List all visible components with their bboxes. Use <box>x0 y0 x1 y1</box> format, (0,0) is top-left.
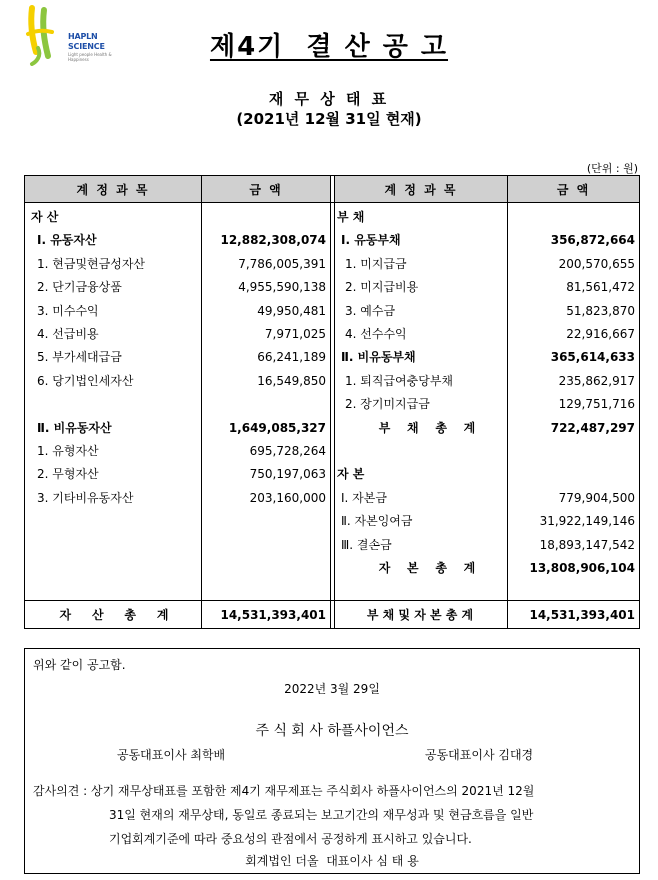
logo-tagline: Light people Health & Happiness <box>68 52 112 62</box>
auditor-signature: 회계법인 더올 대표이사 심 태 용 <box>245 854 419 868</box>
asset-row-value: 750,197,063 <box>249 467 326 482</box>
liability-equity-row-value: 722,487,297 <box>550 420 635 435</box>
audit-opinion-line2: 31일 현재의 재무상태, 동일로 종료되는 보고기간의 재무성과 및 현금흐름을 일반 <box>109 808 534 822</box>
total-liabilities-equity-value: 14,531,393,401 <box>529 608 635 622</box>
liability-equity-row-label: 1. 미지급금 <box>345 256 407 271</box>
liability-equity-row-value: 129,751,716 <box>558 397 635 412</box>
notice-date: 2022년 3월 29일 <box>284 682 380 696</box>
liability-equity-row-label: 자 본 <box>337 467 365 482</box>
liability-equity-row-value: 18,893,147,542 <box>539 537 635 552</box>
liability-equity-row-value: 365,614,633 <box>550 350 635 365</box>
column-divider-1 <box>201 176 202 628</box>
announcement-title-wrap <box>0 26 658 63</box>
notice-box <box>24 648 640 874</box>
liability-equity-row-label: Ⅰ. 유동부채 <box>341 233 401 248</box>
asset-row-value: 203,160,000 <box>249 490 326 505</box>
liability-equity-row-value <box>511 206 635 228</box>
liability-equity-row-label: Ⅲ. 결손금 <box>341 537 392 552</box>
column-divider-2a <box>330 176 331 628</box>
liability-equity-row-label: 3. 예수금 <box>345 303 396 318</box>
company-name: 주 식 회 사 하플사이언스 <box>255 723 409 739</box>
asset-row-value: 66,241,189 <box>257 350 326 365</box>
asset-row-value: 695,728,264 <box>249 444 326 458</box>
liability-equity-row-label: 4. 선수수익 <box>345 327 407 341</box>
liability-equity-row-label: 부 채 총 계 <box>378 420 476 435</box>
audit-opinion-line1: 감사의견 : 상기 재무상태표를 포함한 제4기 재무제표는 주식회사 하플사이언스의 2021년 12월 <box>33 784 535 798</box>
liability-equity-row-value: 13,808,906,104 <box>529 561 635 575</box>
header-amount-left: 금 액 <box>202 176 330 202</box>
liability-equity-row-label: 부 채 <box>337 210 365 224</box>
asset-row-label: 자 산 <box>31 210 59 224</box>
asset-row-label: 2. 무형자산 <box>37 467 99 482</box>
asset-row-value: 7,786,005,391 <box>238 256 326 271</box>
notice-intro: 위와 같이 공고함. <box>33 658 126 672</box>
liability-equity-row-label: Ⅱ. 자본잉여금 <box>341 514 413 529</box>
header-amount-right: 금 액 <box>508 176 639 202</box>
asset-row-value <box>205 393 326 415</box>
asset-row-value: 16,549,850 <box>257 373 326 388</box>
asset-row-label: 1. 현금및현금성자산 <box>37 256 146 271</box>
liability-equity-row-value: 81,561,472 <box>566 280 635 295</box>
liability-equity-row-value <box>511 440 635 462</box>
liability-equity-row-label: 자 본 총 계 <box>378 561 476 575</box>
asset-row-label: 2. 단기금융상품 <box>37 280 122 295</box>
total-assets-label: 자 산 총 계 <box>59 608 169 622</box>
ceo-2: 공동대표이사 김대경 <box>425 748 534 762</box>
asset-row-value: 7,971,025 <box>264 327 326 341</box>
liability-equity-row-value: 779,904,500 <box>558 490 635 505</box>
asset-row-value: 1,649,085,327 <box>228 420 326 435</box>
liability-equity-row-value: 51,823,870 <box>566 303 635 318</box>
asset-row-label: 1. 유형자산 <box>37 444 99 458</box>
announcement-title: 제4기 결 산 공 고 <box>209 32 449 62</box>
liability-equity-row-value: 22,916,667 <box>566 327 635 341</box>
liability-equity-row-label: 2. 장기미지급금 <box>345 397 430 412</box>
total-divider <box>25 600 639 601</box>
liability-equity-row-label: 2. 미지급비용 <box>345 280 419 295</box>
liability-equity-row-value <box>511 463 635 485</box>
audit-opinion-line3: 기업회계기준에 따라 중요성의 관점에서 공정하게 표시하고 있습니다. <box>109 832 472 846</box>
logo-text-hapln: HAPLN <box>68 32 98 41</box>
asset-row-label: Ⅰ. 유동자산 <box>37 233 97 248</box>
asset-row-value: 4,955,590,138 <box>238 280 326 295</box>
logo-text-science: SCIENCE <box>68 42 105 51</box>
column-divider-2b <box>334 176 335 628</box>
column-divider-3 <box>507 176 508 628</box>
liability-equity-row-label: Ⅱ. 비유동부채 <box>341 350 416 365</box>
liability-equity-row-label: Ⅰ. 자본금 <box>341 490 387 505</box>
asset-row-value: 12,882,308,074 <box>220 233 326 248</box>
statement-title: 재 무 상 태 표 <box>268 90 390 108</box>
unit-label: (단위 : 원) <box>586 162 638 175</box>
asset-row-label: 4. 선급비용 <box>37 327 99 341</box>
liability-equity-row-value: 356,872,664 <box>550 233 635 248</box>
header-account-right: 계 정 과 목 <box>335 176 507 202</box>
asset-row-value <box>205 206 326 228</box>
liability-equity-row-label: 1. 퇴직급여충당부채 <box>345 373 454 388</box>
balance-sheet-table <box>24 175 640 629</box>
header-divider <box>25 202 639 203</box>
asset-row-label: 3. 미수수익 <box>37 303 99 318</box>
liability-equity-row-value: 235,862,917 <box>558 373 635 388</box>
total-liabilities-equity-label: 부 채 및 자 본 총 계 <box>366 608 474 622</box>
liability-equity-row-value: 200,570,655 <box>558 256 635 271</box>
header-account-left: 계 정 과 목 <box>25 176 201 202</box>
asset-row-value: 49,950,481 <box>257 303 326 318</box>
asset-row-label: 5. 부가세대급금 <box>37 350 122 365</box>
ceo-1: 공동대표이사 최학배 <box>117 748 226 762</box>
liability-equity-row-value: 31,922,149,146 <box>539 514 635 529</box>
total-assets-value: 14,531,393,401 <box>220 608 326 622</box>
statement-date: (2021년 12월 31일 현재) <box>236 110 422 128</box>
asset-row-label: 6. 당기법인세자산 <box>37 373 134 388</box>
asset-row-label: 3. 기타비유동자산 <box>37 490 134 505</box>
asset-row-label: Ⅱ. 비유동자산 <box>37 420 112 435</box>
